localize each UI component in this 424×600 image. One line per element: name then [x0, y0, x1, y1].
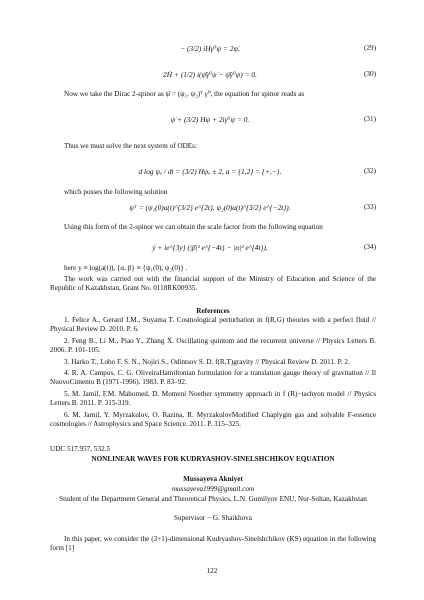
dirac-intro-text: Now we take the Dirac 2-spinor as ψ̄ = (ψ₁, ψ₂)ᵀ γ⁰, the equation for spinor reads as [64, 90, 305, 98]
reference-item-6: 6. M. Jamil, Y. Myrzakulov, O. Razina, R. MyrzakulovModified Chaplygin gas and solvable F-essence cosmologies // Astrophysics and Space Science. 2011. P. 315–325. [50, 411, 376, 429]
supervisor-line: Supervisor − G. Shaikhova [174, 514, 252, 522]
scale-intro-text: Using this form of the 2-spinor we can obtain the scale factor from the following equation [64, 223, 323, 231]
solution-intro-text: which posses the following solution [64, 188, 168, 196]
article-intro-text: In this paper, we consider the (3+1)-dimensional Kudryashov-Sinelshchikov (KS) equation in the following form [1] [50, 535, 376, 553]
funding-text: The work was carried out with the financial support of the Ministry of Education and Science of the Republic of Kazakhstan, Grant No. 0118RK00935. [50, 275, 376, 293]
references-heading: References [196, 307, 230, 315]
equation-29: − (3/2) iHγ⁰ψ = 2ψ̇, [180, 44, 240, 53]
equation-31-number: (31) [364, 115, 376, 123]
reference-item-4: 4. R. A. Campos, C. G. OliveiraHamiltonian formulation for a translation gauge theory of gravitation // Il NuovoCimento B (1971-1996). 1983. P. 83–92. [50, 369, 376, 387]
reference-item-5: 5. M. Jamil, F.M. Mahomed, D. Momeni Noether symmetry approach in f (R)−tachyon model // Physics Letters B. 2011. P. 315-319. [50, 390, 376, 408]
author-affiliation: Student of the Department General and Theoretical Physics, L.N. Gumilyov ENU, Nur-Sultan, Kazakhstan [59, 495, 367, 503]
equation-31: ψ̇ + (3/2) Hψ + 2iγ⁰ψ = 0. [170, 115, 250, 124]
system-intro-text: Thus we must solve the next system of ODEs: [64, 142, 197, 150]
equation-30: 2Ḣ + (1/2) i(ψ̄γ⁰ψ̇ − ψ̄̇γ⁰ψ) = 0. [163, 70, 257, 79]
equation-32-number: (32) [364, 167, 376, 175]
udc-code: UDC 517.957, 532.5 [50, 445, 111, 453]
author-email: mussayeva1999@gmail.com [171, 485, 255, 493]
reference-item-1: 1. Felice A., Gerard J.M., Suyama T. Cosmological perturbation in f(R,G) theories with a perfect fluid // Physical Review D. 2010. P. 6. [50, 316, 376, 334]
where-line: here y ≡ log(a(t)), {α, β} ≡ {ψ₁(0), ψ₂(0)} . [64, 264, 188, 272]
equation-33-number: (33) [364, 203, 376, 211]
article-title: NONLINEAR WAVES FOR KUDRYASHOV-SINELSHCHIKOV EQUATION [91, 455, 335, 463]
equation-33: ψᵀ = (ψ₁(0)a(t)^{3/2} e^{2t}, ψ₂(0)a(t)^{3/2} e^{−2t}). [129, 203, 291, 212]
equation-32: d log ψₐ / dt = (3/2) Hψₐ ± 2, a = {1,2} = {+,−}. [138, 167, 282, 176]
equation-30-number: (30) [364, 70, 376, 78]
equation-34-number: (34) [364, 243, 376, 251]
author-name: Mussayeva Akniyet [183, 475, 243, 483]
equation-34: ẏ + ie^{3y} (|β|² e^{−4t} − |α|² e^{4t}), [152, 243, 268, 252]
page-number: 122 [206, 567, 218, 575]
equation-29-number: (29) [364, 44, 376, 52]
reference-item-2: 2. Feng B., Li M., Piao Y., Zhang X. Oscillating quintom and the recurrent universe // Physics Letters B. 2006. P. 101-105. [50, 337, 376, 355]
reference-item-3: 3. Harko T., Lobo F. S. N., Nojiri S., Odintsov S. D. f(R,T)gravity // Physical Review D. 2011. P. 2. [64, 358, 350, 366]
